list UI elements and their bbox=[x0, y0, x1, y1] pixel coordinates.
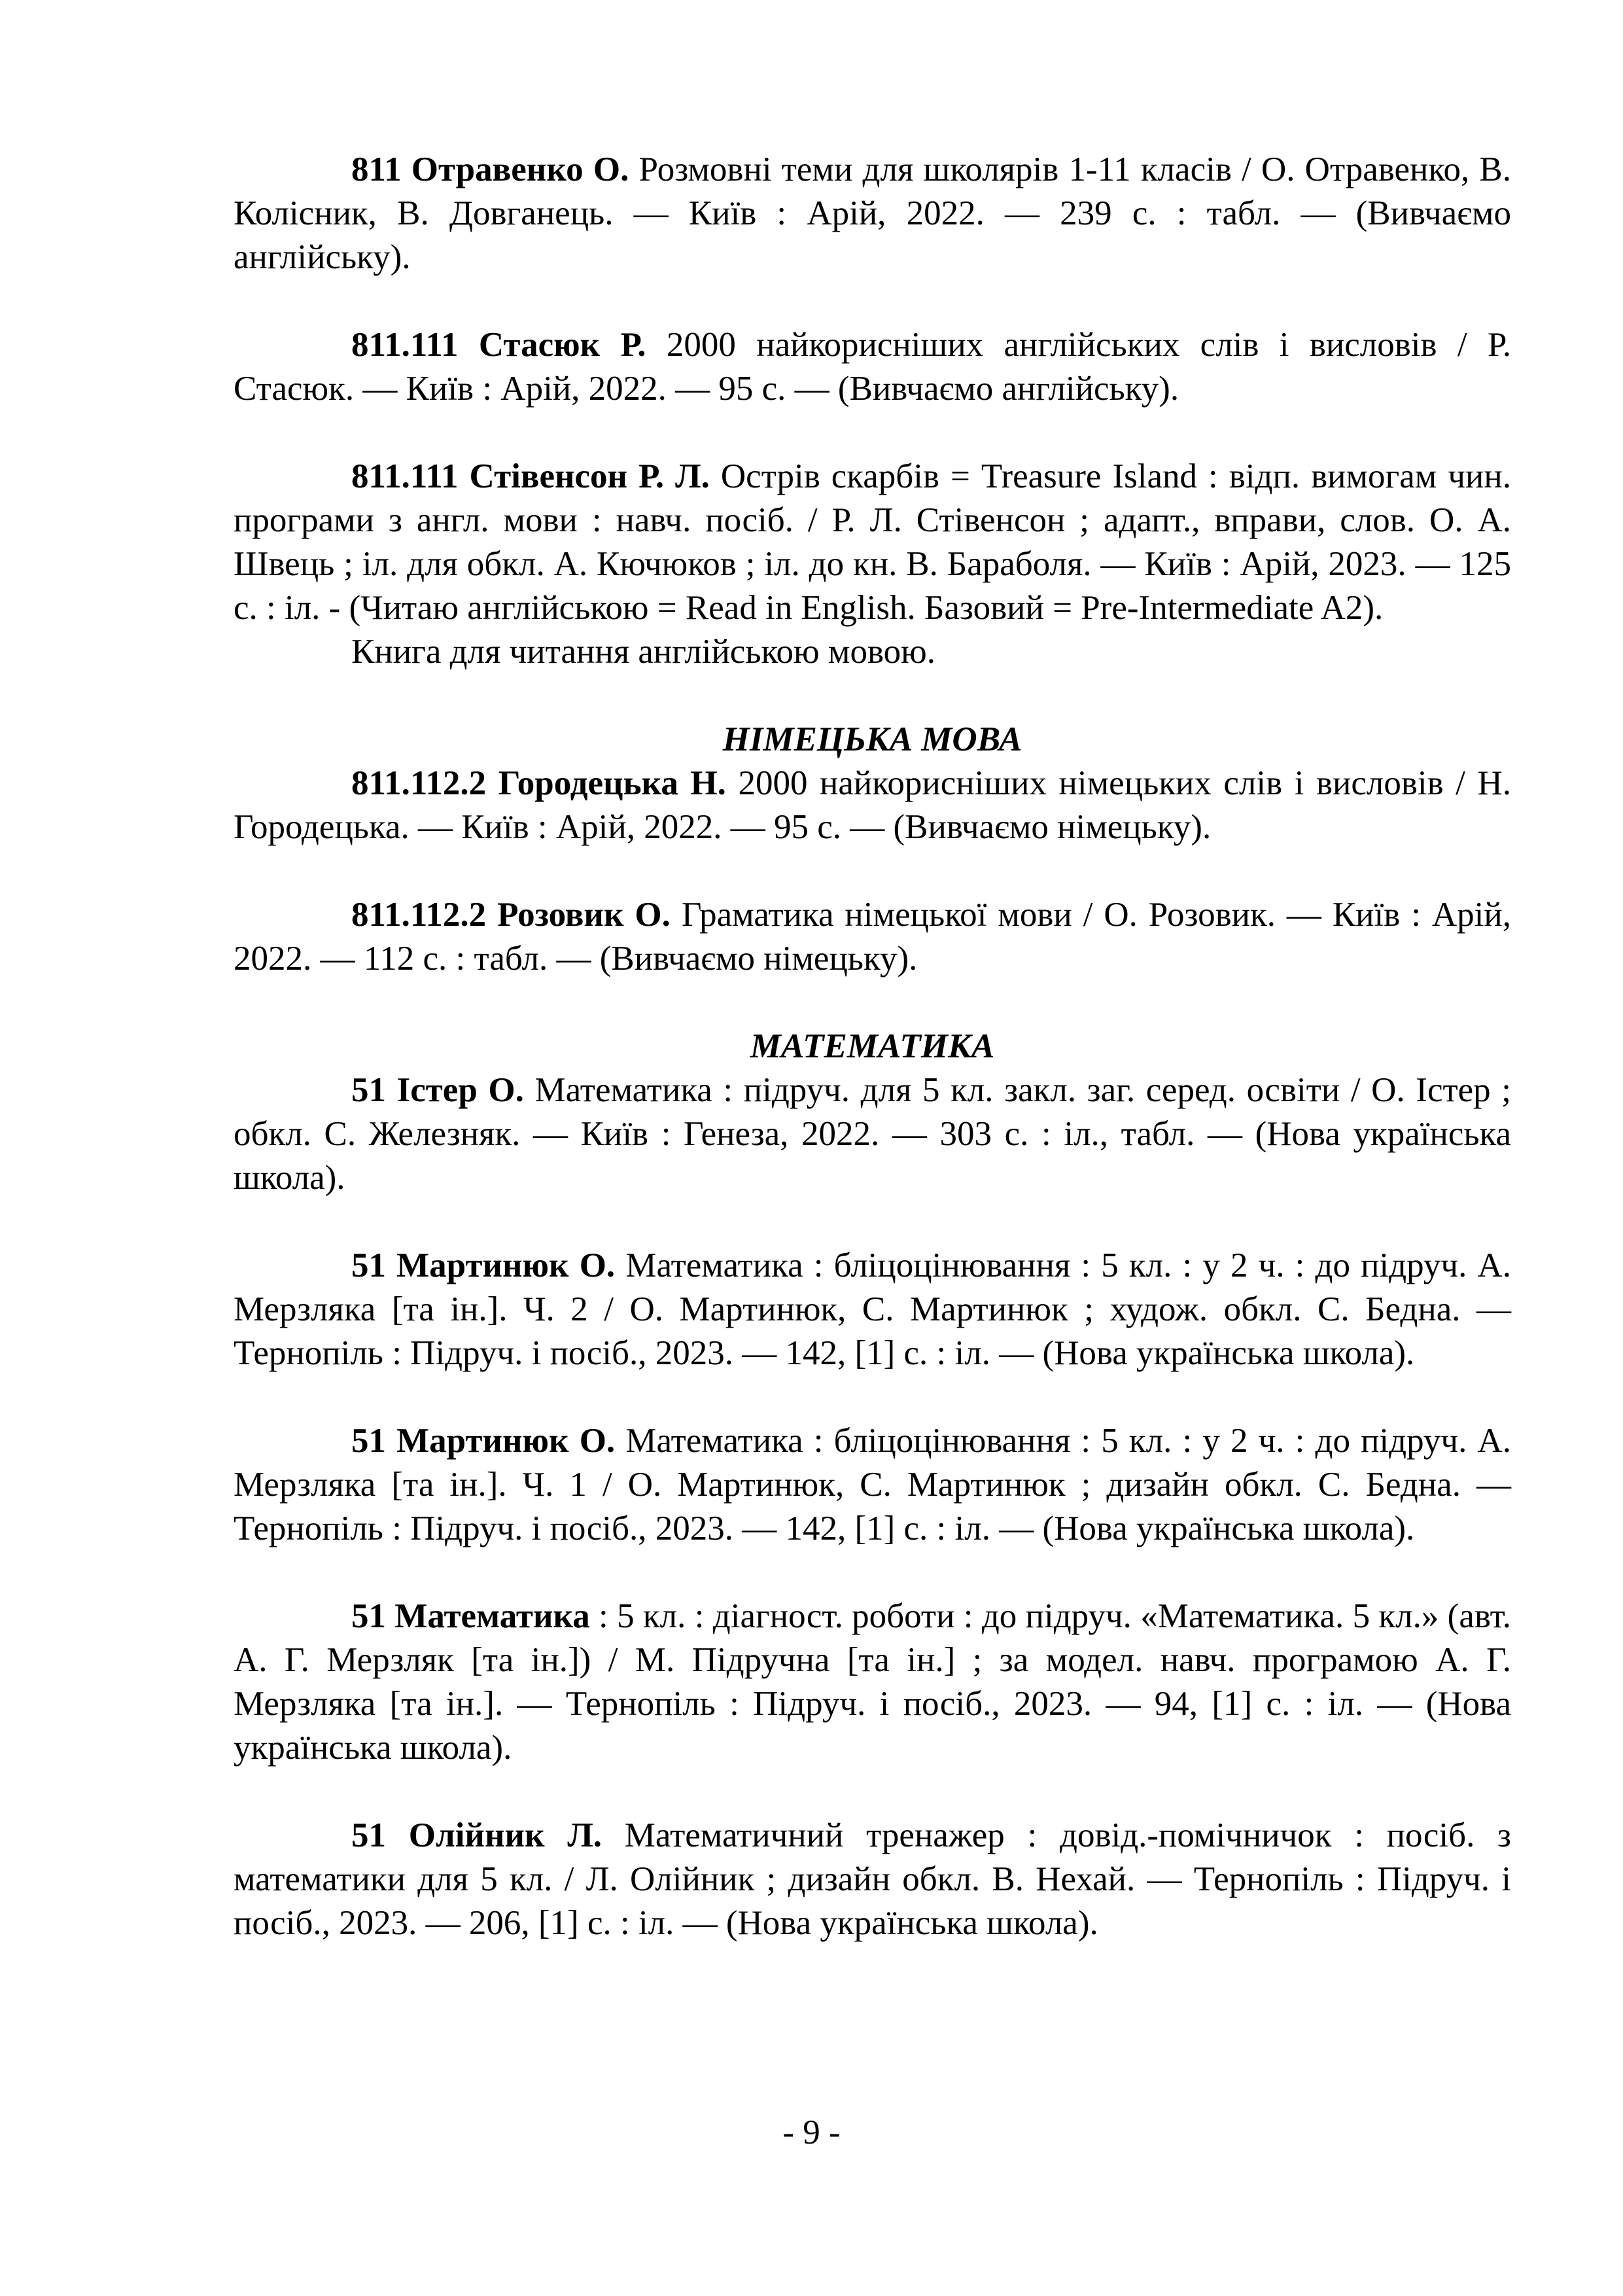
bibliographic-entry bbox=[234, 1419, 1511, 1551]
entry-heading: 51 Олійник Л. bbox=[351, 1816, 602, 1854]
page-number: - 9 - bbox=[782, 2113, 841, 2151]
entry-description: Математичний тренажер : довід.-помічничок : посіб. з математики для 5 кл. / Л. Олійник ; дизайн обкл. В. Нехай. — Тернопіль : Підруч. і посіб., 2023. — 206, [1] с. : іл. — (Нова українська школа). bbox=[234, 1816, 1511, 1942]
entry-heading: 811.111 Стасюк Р. bbox=[351, 326, 646, 364]
bibliographic-entry bbox=[234, 455, 1511, 630]
entry-description: Розмовні теми для школярів 1-11 класів / О. Отравенко, В. Колісник, В. Довганець. — Київ : Арій, 2022. — 239 с. : табл. — (Вивчаємо англійську). bbox=[234, 150, 1511, 276]
bibliographic-entry bbox=[234, 762, 1511, 849]
catalog-page bbox=[234, 148, 1511, 1945]
entry-annotation: Книга для читання англійською мовою. bbox=[351, 633, 935, 671]
entry-description: Острів скарбів = Treasure Island : відп. вимогам чин. програми з англ. мови : навч. посіб. / Р. Л. Стівенсон ; адапт., вправи, слов. О. А. Швець ; іл. для обкл. А. Кючюков ; іл. до кн. В. Бараболя. — Київ : Арій, 2023. — 125 с. : іл. - (Читаю англійською = Read in English. Базовий = Pre-Intermediate A2). bbox=[234, 457, 1511, 627]
section-heading-math: МАТЕМАТИКА bbox=[750, 1027, 995, 1065]
entry-heading: 51 Мартинюк О. bbox=[351, 1246, 616, 1284]
section-heading-german: НІМЕЦЬКА МОВА bbox=[722, 720, 1022, 758]
entry-description: : 5 кл. : діагност. роботи : до підруч. «Математика. 5 кл.» (авт. А. Г. Мерзляк [та ін.]) / М. Підручна [та ін.] ; за модел. навч. програмою А. Г. Мерзляка [та ін.]. — Тернопіль : Підруч. і посіб., 2023. — 94, [1] с. : іл. — (Нова українська школа). bbox=[234, 1597, 1511, 1767]
entry-description: Математика : підруч. для 5 кл. закл. заг. серед. освіти / О. Істер ; обкл. С. Железняк. — Київ : Генеза, 2022. — 303 с. : іл., табл. — (Нова українська школа). bbox=[234, 1071, 1511, 1197]
entry-heading: 51 Математика bbox=[351, 1597, 590, 1635]
entry-description: Математика : бліцоцінювання : 5 кл. : у 2 ч. : до підруч. А. Мерзляка [та ін.]. Ч. 2 / О. Мартинюк, С. Мартинюк ; худож. обкл. С. Бедна. — Тернопіль : Підруч. і посіб., 2023. — 142, [1] с. : іл. — (Нова українська школа). bbox=[234, 1246, 1511, 1372]
bibliographic-entry bbox=[234, 1244, 1511, 1375]
bibliographic-entry bbox=[234, 1595, 1511, 1770]
bibliographic-entry bbox=[234, 323, 1511, 411]
entry-description: 2000 найкорисніших німецьких слів і висловів / Н. Городецька. — Київ : Арій, 2022. — 95 с. — (Вивчаємо німецьку). bbox=[234, 764, 1511, 846]
entry-heading: 51 Істер О. bbox=[351, 1071, 524, 1109]
bibliographic-entry bbox=[234, 893, 1511, 981]
bibliographic-entry bbox=[234, 148, 1511, 279]
entry-description: Математика : бліцоцінювання : 5 кл. : у 2 ч. : до підруч. А. Мерзляка [та ін.]. Ч. 1 / О. Мартинюк, С. Мартинюк ; дизайн обкл. С. Бедна. — Тернопіль : Підруч. і посіб., 2023. — 142, [1] с. : іл. — (Нова українська школа). bbox=[234, 1422, 1511, 1547]
bibliographic-entry bbox=[234, 1814, 1511, 1945]
entry-heading: 811.112.2 Розовик О. bbox=[351, 896, 671, 934]
entry-description: 2000 найкорисніших англійських слів і висловів / Р. Стасюк. — Київ : Арій, 2022. — 95 с. — (Вивчаємо англійську). bbox=[234, 326, 1511, 408]
bibliographic-entry bbox=[234, 1069, 1511, 1200]
entry-heading: 811.111 Стівенсон Р. Л. bbox=[351, 457, 710, 495]
entry-heading: 811.112.2 Городецька Н. bbox=[351, 764, 726, 802]
entry-description: Граматика німецької мови / О. Розовик. — Київ : Арій, 2022. — 112 с. : табл. — (Вивчаємо німецьку). bbox=[234, 896, 1512, 978]
entry-heading: 51 Мартинюк О. bbox=[351, 1422, 616, 1460]
entry-heading: 811 Отравенко О. bbox=[351, 150, 629, 188]
